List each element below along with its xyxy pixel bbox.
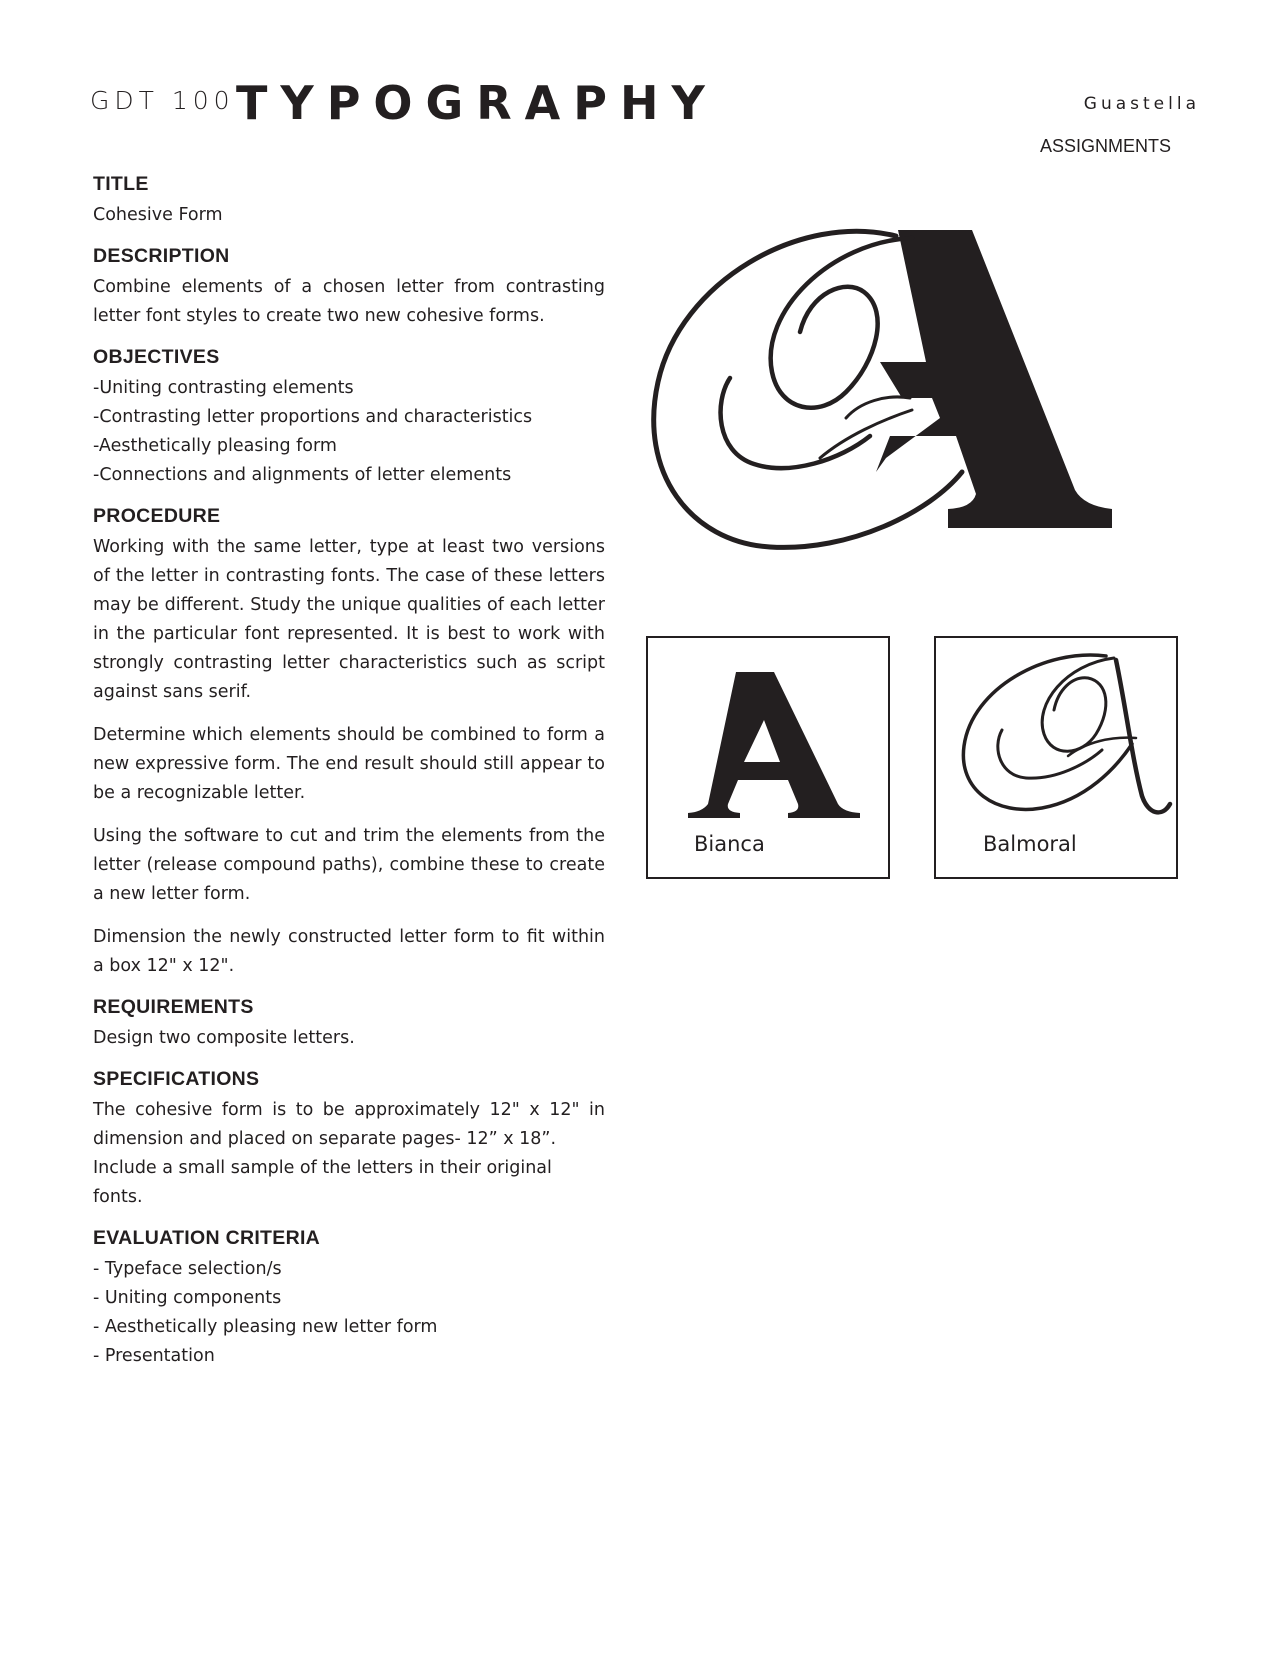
section-label: ASSIGNMENTS: [1040, 136, 1172, 156]
procedure-paragraph: Working with the same letter, type at least two versions of the letter in contrasting fonts. The case of these letters may be different. Study the unique qualities of each letter in the particular font represented. It is best to work with strongly contrasting letter characteristics such as script against sans serif.: [93, 537, 605, 702]
criteria-item: - Presentation: [93, 1346, 215, 1366]
course-code: GDT 100: [90, 86, 235, 115]
procedure-paragraph: Using the software to cut and trim the elements from the letter (release compound paths), combine these to create a new letter form.: [93, 826, 605, 904]
specifications-heading: SPECIFICATIONS: [93, 1068, 260, 1090]
requirements-heading: REQUIREMENTS: [93, 996, 254, 1018]
objectives-heading: OBJECTIVES: [93, 346, 220, 368]
title-heading: TITLE: [93, 173, 149, 195]
requirements-section: [93, 995, 605, 1053]
assignment-content: [93, 172, 605, 1385]
description-body: Combine elements of a chosen letter from contrasting letter font styles to create two new cohesive forms.: [93, 277, 605, 326]
bianca-label: Bianca: [694, 832, 765, 856]
criteria-item: - Aesthetically pleasing new letter form: [93, 1317, 438, 1337]
objective-item: -Aesthetically pleasing form: [93, 436, 337, 456]
balmoral-label: Balmoral: [983, 832, 1077, 856]
composite-letter-a-icon: [650, 222, 1170, 582]
procedure-paragraph: Dimension the newly constructed letter form to fit within a box 12" x 12".: [93, 927, 605, 976]
objectives-section: [93, 345, 605, 490]
description-heading: DESCRIPTION: [93, 245, 230, 267]
bianca-sample-box: [646, 636, 890, 879]
specifications-body: The cohesive form is to be approximately 12" x 12" in dimension and placed on separate pages- 12” x 18”.: [93, 1100, 605, 1149]
objective-item: -Connections and alignments of letter elements: [93, 465, 512, 485]
criteria-item: - Typeface selection/s: [93, 1259, 282, 1279]
evaluation-section: [93, 1226, 605, 1371]
title-section: [93, 172, 605, 230]
procedure-paragraph: Determine which elements should be combined to form a new expressive form. The end result should still appear to be a recognizable letter.: [93, 725, 605, 803]
balmoral-sample-box: [934, 636, 1178, 879]
bianca-letter-a-icon: [648, 638, 888, 838]
specifications-note: Include a small sample of the letters in their original fonts.: [93, 1158, 552, 1207]
instructor-name: Guastella: [1083, 94, 1200, 114]
balmoral-letter-a-icon: [936, 638, 1176, 838]
objective-item: -Contrasting letter proportions and characteristics: [93, 407, 533, 427]
description-section: [93, 244, 605, 331]
evaluation-heading: EVALUATION CRITERIA: [93, 1227, 321, 1249]
specifications-section: [93, 1067, 605, 1212]
requirements-body: Design two composite letters.: [93, 1028, 355, 1048]
objective-item: -Uniting contrasting elements: [93, 378, 354, 398]
title-body: Cohesive Form: [93, 205, 223, 225]
composite-letter-illustration: [650, 222, 1170, 582]
procedure-heading: PROCEDURE: [93, 505, 221, 527]
criteria-item: - Uniting components: [93, 1288, 282, 1308]
page-title: TYPOGRAPHY: [236, 76, 718, 130]
page-header: [90, 76, 1200, 136]
procedure-section: [93, 504, 605, 981]
